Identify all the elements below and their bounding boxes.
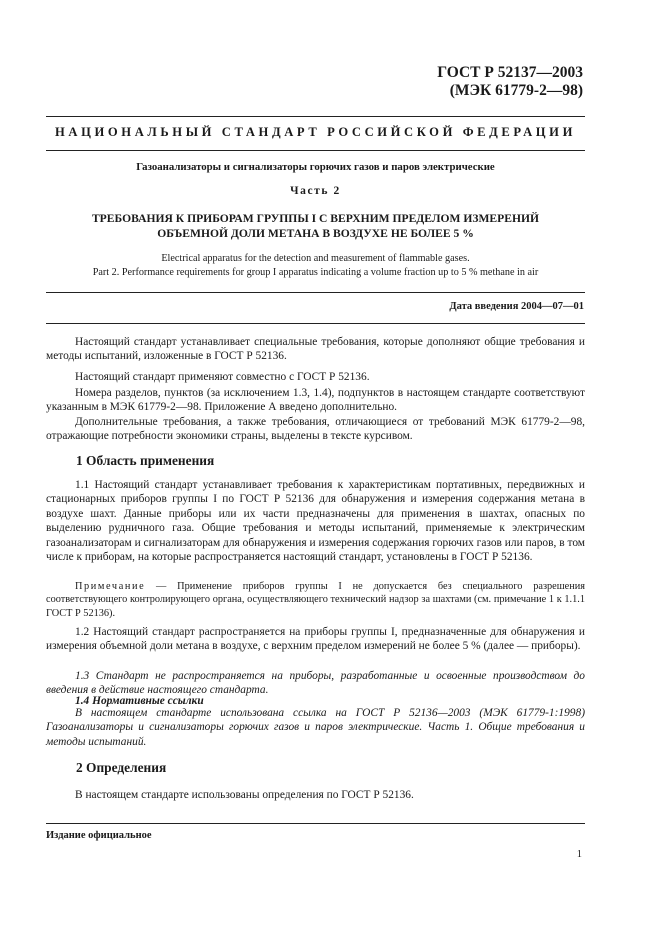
- footer-divider: [46, 823, 585, 824]
- title-line-2: ОБЪЕМНОЙ ДОЛИ МЕТАНА В ВОЗДУХЕ НЕ БОЛЕЕ 5 %: [157, 227, 474, 240]
- clause-1-3: 1.3 Стандарт не распространяется на приборы, разработанные и освоенные производством до введения в действие настоящего стандарта.: [46, 670, 585, 697]
- bottom-divider: [46, 150, 585, 151]
- clause-1-4-heading: 1.4 Нормативные ссылки: [75, 695, 204, 707]
- english-title-line-1: Electrical apparatus for the detection and measurement of flammable gases.: [161, 253, 470, 264]
- document-title: [46, 211, 585, 241]
- page-number: 1: [576, 849, 582, 860]
- national-standard-heading: НАЦИОНАЛЬНЫЙ СТАНДАРТ РОССИЙСКОЙ ФЕДЕРАЦИИ: [55, 125, 576, 139]
- note-paragraph: [46, 580, 585, 620]
- note-label: Примечание: [75, 581, 146, 592]
- note-text: — Применение приборов группы I не допускается без специального разрешения соответствующего контролирующего органа, осуществляющего технический надзор за шахтами (см. примечание 1 к 1.1.1 ГОСТ Р 52136).: [46, 581, 585, 619]
- english-title: [46, 252, 585, 279]
- section-1-heading: 1 Область применения: [76, 453, 215, 468]
- section-2-heading: 2 Определения: [76, 760, 167, 775]
- document-subtitle: Газоанализаторы и сигнализаторы горючих газов и паров электрические: [136, 161, 495, 173]
- top-divider: [46, 116, 585, 117]
- date-underline: [46, 323, 585, 324]
- standard-number-block: [437, 64, 583, 100]
- edition-label: Издание официальное: [46, 830, 152, 841]
- clause-1-4-text: В настоящем стандарте использована ссылка на ГОСТ Р 52136—2003 (МЭК 61779-1:1998) Газоанализаторы и сигнализаторы горючих газов и паров электрические. Часть 1. Общие требования и методы испытаний.: [46, 707, 585, 748]
- intro-paragraph-2: Настоящий стандарт применяют совместно с ГОСТ Р 52136.: [75, 371, 370, 383]
- iec-number: (МЭК 61779-2—98): [449, 82, 583, 99]
- gost-number: ГОСТ Р 52137—2003: [437, 64, 583, 81]
- date-introduced: Дата введения 2004—07—01: [449, 301, 584, 312]
- intro-paragraph-3: Номера разделов, пунктов (за исключением 1.3, 1.4), подпунктов в настоящем стандарте соответствуют указанным в МЭК 61779-2—98. Приложение А введено дополнительно.: [46, 387, 585, 414]
- clause-1-1: 1.1 Настоящий стандарт устанавливает требования к характеристикам портативных, передвижных и стационарных приборов группы I по ГОСТ Р 52136 для обнаружения и измерения содержания метана в воздухе шахт. Данные приборы или их части предназначены для применения в шахтах, опасных по выделению рудничного газа. Общие требования и методы испытаний, применяемые к электрическим газоанализаторам и сигнализаторам для обнаружения и измерения содержания горючих газов или паров, в том числе к приборам, на которые распространяется настоящий стандарт, установлены в ГОСТ Р 52136.: [46, 479, 585, 564]
- title-line-1: ТРЕБОВАНИЯ К ПРИБОРАМ ГРУППЫ I С ВЕРХНИМ ПРЕДЕЛОМ ИЗМЕРЕНИЙ: [91, 212, 540, 225]
- clause-1-2: 1.2 Настоящий стандарт распространяется на приборы группы I, предназначенные для обнаружения и измерения объемной доли метана в воздухе, с верхним пределом измерений не более 5 % (далее — приборы).: [46, 626, 585, 653]
- section-2-text: В настоящем стандарте использованы определения по ГОСТ Р 52136.: [75, 789, 414, 801]
- english-title-line-2: Part 2. Performance requirements for group I apparatus indicating a volume fraction up to 5 % methane in air: [92, 266, 539, 278]
- date-divider: [46, 292, 585, 293]
- part-label: Часть 2: [290, 185, 341, 197]
- intro-paragraph-1: Настоящий стандарт устанавливает специальные требования, которые дополняют общие требования и методы испытаний, изложенные в ГОСТ Р 52136.: [46, 336, 585, 363]
- intro-paragraph-4: Дополнительные требования, а также требования, отличающиеся от требований МЭК 61779-2—98, отражающие потребности экономики страны, выделены в тексте курсивом.: [46, 416, 585, 443]
